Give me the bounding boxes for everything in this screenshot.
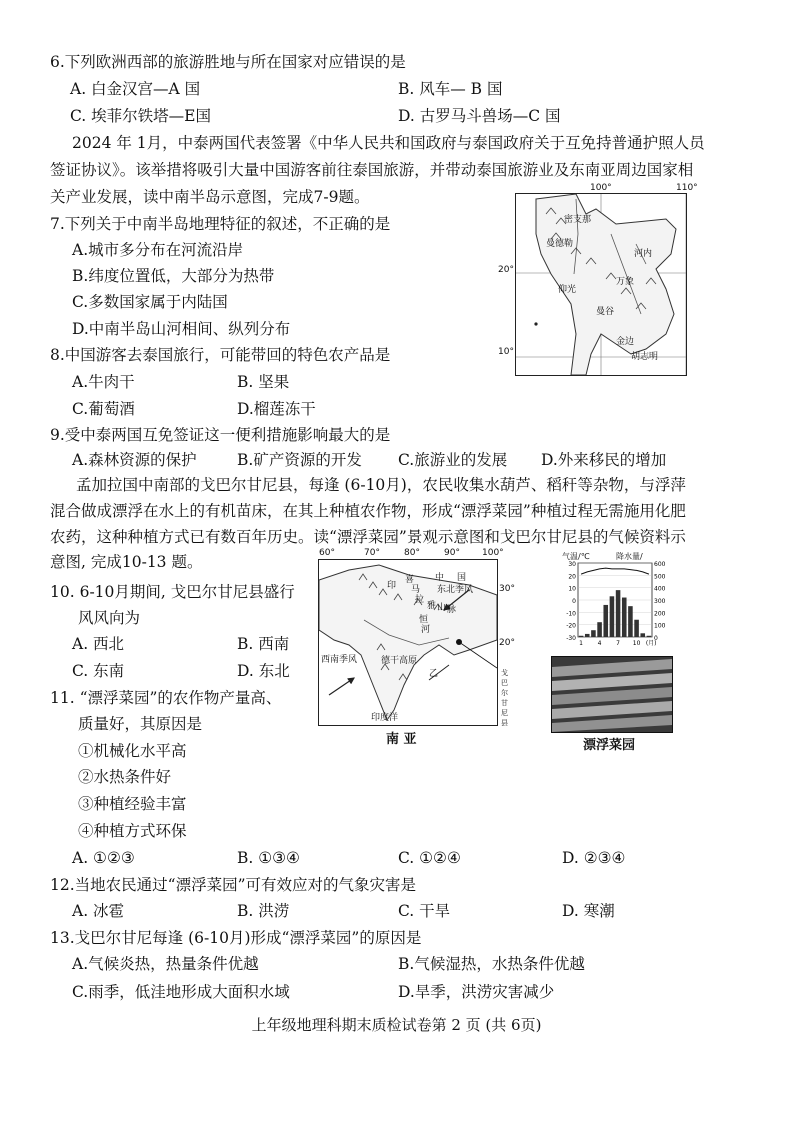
climate-precip-tick: 0	[654, 635, 658, 642]
q10-option-c[interactable]: C. 东南	[72, 662, 125, 680]
climate-temp-tick: 30	[568, 561, 576, 568]
q12-option-c[interactable]: C. 干旱	[398, 902, 451, 920]
label-gopalganj: 戈巴尔甘尼县	[501, 669, 508, 727]
place-vientiane: 万象	[616, 277, 635, 287]
climate-precip-bar	[647, 636, 652, 637]
floating-garden-photo	[551, 656, 673, 733]
place-myitkyina: 密支那	[564, 215, 592, 225]
q11-item-1: ①机械化水平高	[78, 742, 187, 760]
map2-lon-80: 80°	[404, 548, 420, 558]
q10-stem-cont: 风风向为	[78, 609, 141, 627]
climate-precip-bar	[640, 633, 645, 637]
q11-stem: 11. “漂浮菜园”的农作物产量高、	[50, 689, 282, 707]
climate-precip-bar	[610, 596, 615, 637]
passage2-line2: 混合做成漂浮在水上的有机苗床，在其上种植农作物，形成“漂浮菜园”种植过程无需施用化肥	[50, 502, 686, 520]
q13-stem: 13.戈巴尔甘尼每逢 (6-10月)形成“漂浮菜园”的原因是	[50, 929, 422, 947]
map1-lat-10: 10°	[498, 347, 514, 357]
climate-month-unit: (月)	[645, 640, 657, 647]
climate-temp-tick: -30	[566, 635, 576, 642]
q6-option-b[interactable]: B. 风车— B 国	[398, 80, 503, 98]
q13-option-b[interactable]: B.气候湿热，水热条件优越	[398, 955, 585, 973]
passage2-line1: 孟加拉国中南部的戈巴尔甘尼县，每逢 (6-10月)，农民收集水葫芦、稻秆等杂物，与浮萍	[76, 476, 686, 494]
label-he: 河	[421, 625, 431, 635]
climate-month-tick: 10	[632, 640, 641, 647]
q13-option-a[interactable]: A.气候炎热，热量条件优越	[72, 955, 259, 973]
climate-precip-label: 降水量/	[616, 552, 643, 561]
climate-precip-tick: 600	[654, 561, 666, 568]
indochina-map	[498, 183, 698, 381]
q9-option-c[interactable]: C.旅游业的发展	[398, 451, 508, 469]
climate-temp-tick: 20	[568, 573, 576, 581]
q11-item-2: ②水热条件好	[78, 768, 172, 786]
climate-precip-bar	[585, 634, 590, 637]
q9-option-a[interactable]: A.森林资源的保护	[72, 451, 197, 469]
passage2-line4: 意图, 完成10-13 题。	[50, 553, 203, 571]
place-phnom-penh: 金边	[616, 337, 635, 347]
passage1-line3: 关产业发展，读中南半岛示意图，完成7-9题。	[50, 188, 370, 206]
q7-option-d[interactable]: D.中南半岛山河相间、纵列分布	[72, 320, 291, 338]
q9-option-d[interactable]: D.外来移民的增加	[541, 451, 667, 469]
south-asia-map	[316, 548, 515, 751]
climate-temp-tick: -20	[566, 622, 576, 630]
climate-precip-tick: 500	[654, 573, 666, 581]
label-la: 拉	[415, 595, 425, 605]
q11-item-4: ④种植方式环保	[78, 822, 187, 840]
q7-option-a[interactable]: A.城市多分布在河流沿岸	[72, 241, 244, 259]
climate-precip-bar	[603, 605, 608, 637]
climate-precip-bar	[579, 636, 584, 637]
climate-precip-tick: 200	[654, 610, 666, 618]
q12-stem: 12.当地农民通过“漂浮菜园”可有效应对的气象灾害是	[50, 876, 416, 894]
climate-precip-bar	[591, 630, 596, 637]
q11-stem-cont: 质量好，其原因是	[78, 715, 203, 733]
label-guo: 国	[457, 573, 467, 583]
q8-option-a[interactable]: A.牛肉干	[72, 373, 135, 391]
label-ma: 马	[411, 585, 421, 595]
place-ho-chi-minh: 胡志明	[631, 352, 659, 362]
climate-month-tick: 1	[579, 640, 583, 647]
label-shan: 山	[437, 603, 447, 613]
map2-lon-70: 70°	[364, 548, 380, 558]
climate-month-tick: 4	[597, 640, 602, 647]
q12-option-d[interactable]: D. 寒潮	[562, 902, 615, 920]
q9-stem: 9.受中泰两国互免签证这一便利措施影响最大的是	[50, 426, 391, 444]
q10-option-a[interactable]: A. 西北	[72, 635, 125, 653]
page-footer: 上年级地理科期末质检试卷第 2 页 (共 6页)	[251, 1016, 542, 1034]
q10-stem: 10. 6-10月期间, 戈巴尔甘尼县盛行	[50, 583, 295, 601]
climate-precip-tick: 300	[654, 598, 666, 605]
climate-temp-tick: -10	[566, 610, 576, 618]
passage1-line2: 签证协议》。该举措将吸引大量中国游客前往泰国旅游，并带动泰国旅游业及东南亚周边国家相	[50, 161, 694, 179]
label-yin: 印	[387, 581, 397, 591]
climate-precip-bar	[616, 590, 621, 637]
q7-option-c[interactable]: C.多数国家属于内陆国	[72, 293, 228, 311]
climate-chart	[560, 551, 670, 653]
q13-option-c[interactable]: C.雨季，低洼地形成大面积水域	[72, 983, 290, 1001]
map2-lat-30: 30°	[499, 584, 515, 594]
climate-temp-tick: 10	[568, 585, 576, 593]
climate-precip-bar	[597, 622, 602, 637]
place-hanoi: 河内	[634, 249, 653, 259]
label-yi: 乙	[429, 669, 439, 679]
climate-month-tick: 7	[616, 640, 620, 647]
place-mandalay: 曼德勒	[546, 239, 574, 249]
q12-option-b[interactable]: B. 洪涝	[237, 902, 290, 920]
passage2-line3: 农药，这种种植方式已有数百年历史。读“漂浮菜园”景观示意图和戈巴尔甘尼县的气候资料示	[50, 528, 686, 546]
q6-stem: 6.下列欧洲西部的旅游胜地与所在国家对应错误的是	[50, 53, 406, 71]
label-mai: 脉	[447, 605, 457, 615]
label-ya: 雅	[427, 601, 437, 611]
climate-temp-tick: 0	[572, 598, 576, 605]
map1-land-svg	[516, 194, 686, 375]
label-ne-monsoon: 东北季风	[437, 585, 474, 595]
q8-stem: 8.中国游客去泰国旅行，可能带回的特色农产品是	[50, 346, 391, 364]
climate-temp-label: 气温/℃	[562, 552, 590, 561]
map2-lon-100: 100°	[482, 548, 504, 558]
climate-precip-bar	[628, 606, 633, 637]
map1-lon-110: 110°	[676, 183, 698, 193]
q8-option-d[interactable]: D.榴莲冻干	[237, 400, 316, 418]
q8-option-c[interactable]: C.葡萄酒	[72, 400, 135, 418]
q8-option-b[interactable]: B. 坚果	[237, 373, 290, 391]
q10-option-b[interactable]: B. 西南	[237, 635, 290, 653]
q9-option-b[interactable]: B.矿产资源的开发	[237, 451, 362, 469]
climate-temp-line	[581, 568, 649, 574]
map2-lon-60: 60°	[319, 548, 335, 558]
q7-stem: 7.下列关于中南半岛地理特征的叙述，不正确的是	[50, 215, 391, 233]
q11-item-3: ③种植经验丰富	[78, 795, 187, 813]
climate-svg	[560, 551, 670, 653]
photo-caption: 漂浮菜园	[583, 738, 636, 753]
q13-option-d[interactable]: D.旱季，洪涝灾害减少	[398, 983, 555, 1001]
place-bangkok: 曼谷	[596, 307, 615, 317]
label-sw-monsoon: 西南季风	[321, 655, 358, 665]
climate-precip-bar	[634, 620, 639, 637]
map2-lat-20: 20°	[499, 638, 515, 648]
map2-frame	[318, 559, 498, 726]
q7-option-b[interactable]: B.纬度位置低，大部分为热带	[72, 267, 275, 285]
label-zhong: 中	[435, 573, 445, 583]
label-heng: 恒	[419, 615, 429, 625]
q6-option-a[interactable]: A. 白金汉宫—A 国	[70, 80, 201, 98]
passage1-line1: 2024 年 1月，中泰两国代表签署《中华人民共和国政府与泰国政府关于互免持普通护照人员	[72, 134, 705, 152]
map1-frame	[515, 193, 687, 376]
map2-lon-90: 90°	[444, 548, 460, 558]
label-deccan: 德干高原	[381, 656, 418, 666]
map1-lon-100: 100°	[590, 183, 612, 193]
q11-option-c[interactable]: C. ①②④	[398, 849, 461, 867]
q6-option-c[interactable]: C. 埃菲尔铁塔—E国	[70, 107, 211, 125]
climate-precip-bar	[622, 598, 627, 637]
climate-precip-tick: 100	[654, 622, 666, 630]
q6-option-d[interactable]: D. 古罗马斗兽场—C 国	[398, 107, 561, 125]
q11-option-d[interactable]: D. ②③④	[562, 849, 626, 867]
label-xi: 喜	[405, 575, 415, 585]
place-yangon: 仰光	[558, 285, 577, 295]
q11-option-a[interactable]: A. ①②③	[72, 849, 135, 867]
label-indian-ocean: 印度洋	[371, 713, 399, 723]
q10-option-d[interactable]: D. 东北	[237, 662, 290, 680]
q11-option-b[interactable]: B. ①③④	[237, 849, 300, 867]
map2-caption: 南 亚	[386, 732, 417, 747]
q12-option-a[interactable]: A. 冰雹	[72, 902, 125, 920]
climate-precip-tick: 400	[654, 585, 666, 593]
map1-lat-20: 20°	[498, 265, 514, 275]
floating-garden-image	[552, 657, 672, 732]
